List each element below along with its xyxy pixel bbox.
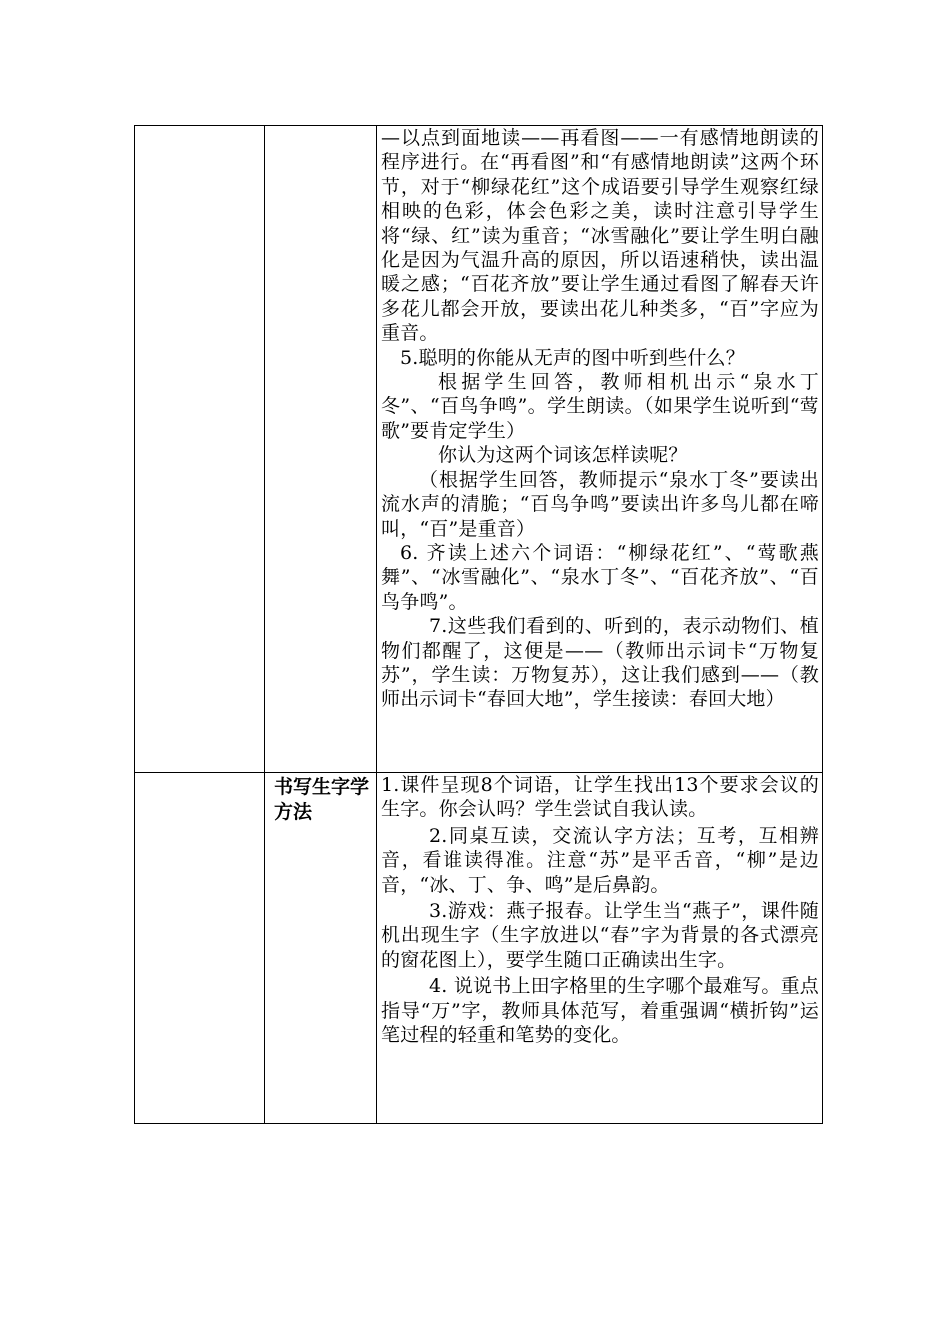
paragraph: 3.游戏：燕子报春。让学生当“燕子”，课件随机出现生字（生字放进以“春”字为背景的各式漂亮的窗花图上），要学生随口正确读出生字。 xyxy=(381,900,819,971)
section-cell xyxy=(265,126,377,773)
paragraph: 7.这些我们看到的、听到的，表示动物们、植物们都醒了，这便是——（教师出示词卡“万物复苏”，学生读：万物复苏），这让我们感到——（教师出示词卡“春回大地”，学生接读：春回大地） xyxy=(381,615,819,711)
table-row xyxy=(135,126,823,773)
content-cell xyxy=(377,126,823,773)
stage-cell xyxy=(135,126,265,773)
paragraph: （根据学生回答，教师提示“泉水丁冬”要读出流水声的清脆；“百鸟争鸣”要读出许多鸟儿都在啼叫，“百”是重音） xyxy=(381,468,819,540)
paragraph: 你认为这两个词该怎样读呢？ xyxy=(438,444,688,467)
table-row xyxy=(135,773,823,1124)
stage-cell xyxy=(135,773,265,1124)
paragraph: 5.聪明的你能从无声的图中听到些什么？ xyxy=(400,346,745,369)
section-cell xyxy=(265,773,377,1124)
paragraph: 6. 齐读上述六个词语：“柳绿花红”、“莺歌燕舞”、“冰雪融化”、“泉水丁冬”、“百花齐放”、“百鸟争鸣”。 xyxy=(381,541,819,613)
content-cell xyxy=(377,773,823,1124)
paragraph: 根据学生回答，教师相机出示“泉水丁冬”、“百鸟争鸣”。学生朗读。（如果学生说听到“莺歌”要肯定学生） xyxy=(381,371,819,442)
paragraph: 4. 说说书上田字格里的生字哪个最难写。重点指导“万”字，教师具体范写，着重强调“横折钩”运笔过程的轻重和笔势的变化。 xyxy=(381,975,819,1047)
paragraph: 1.课件呈现8个词语，让学生找出13个要求会议的生字。你会认吗？学生尝试自我认读。 xyxy=(381,774,819,821)
paragraph: —以点到面地读——再看图——一有感情地朗读的程序进行。在“再看图”和“有感情地朗读”这两个环节，对于“柳绿花红”这个成语要引导学生观察红绿相映的色彩，体会色彩之美，读时注意引导学生将“绿、红”读为重音；“冰雪融化”要让学生明白融化是因为气温升高的原因，所以语速稍快，读出温暖之感；“百花齐放”要让学生通过看图了解春天许多花儿都会开放，要读出花儿种类多，“百”字应为重音。 xyxy=(381,127,819,345)
lesson-plan-table xyxy=(134,125,823,1124)
section-title: 书写生字学方法 xyxy=(274,776,370,823)
paragraph: 2.同桌互读，交流认字方法；互考，互相辨音，看谁读得准。注意“苏”是平舌音，“柳”是边音，“冰、丁、争、鸣”是后鼻韵。 xyxy=(381,824,819,896)
